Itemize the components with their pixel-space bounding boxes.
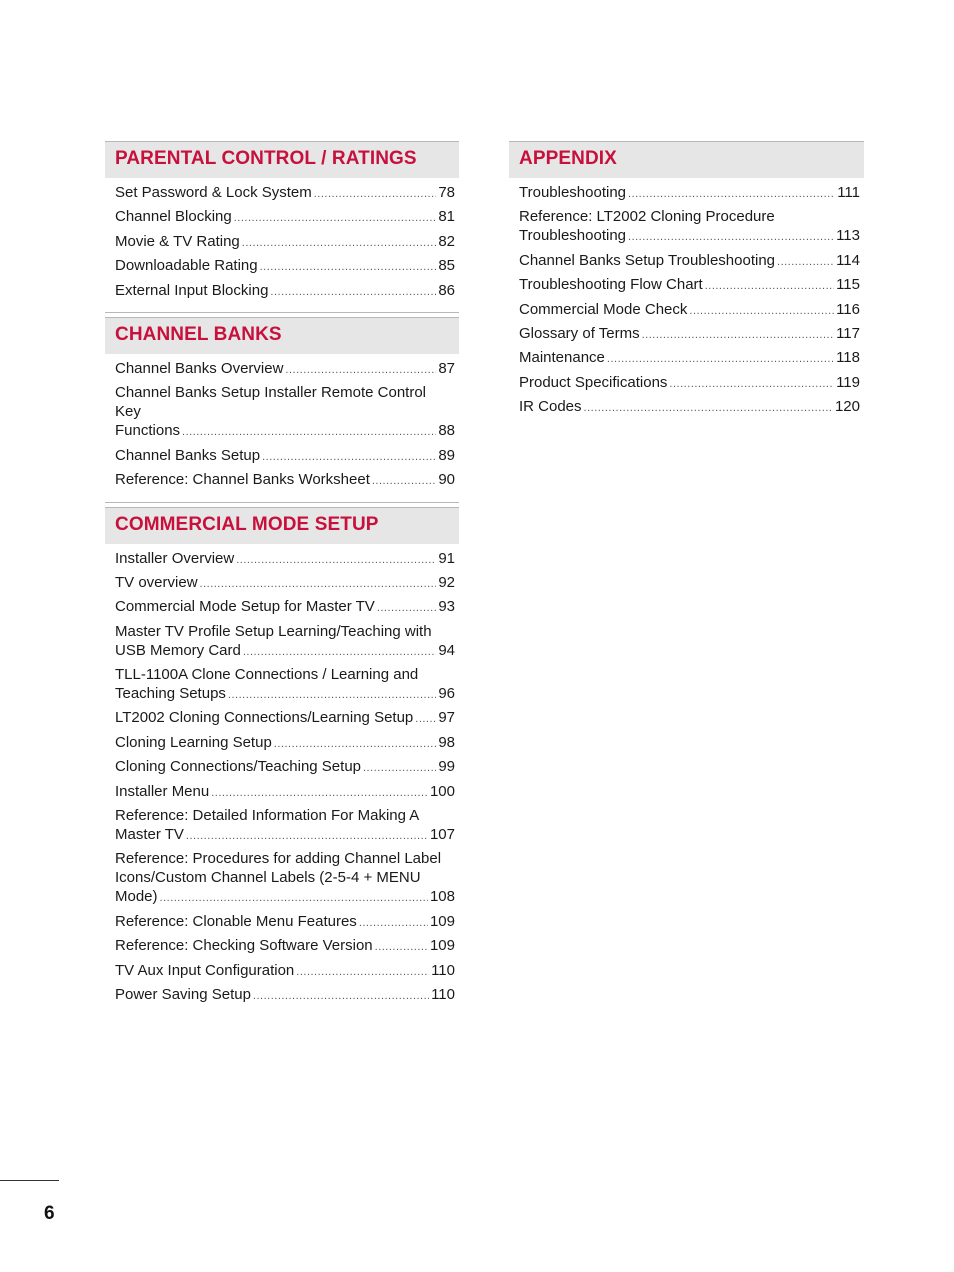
entry-title: Maintenance — [519, 349, 605, 367]
entry-title-line: Reference: Procedures for adding Channel Label — [115, 850, 442, 868]
toc-entry[interactable] — [519, 183, 860, 204]
entry-title-line: Channel Banks Setup Installer Remote Control Key — [115, 384, 427, 421]
dot-leader — [642, 326, 834, 345]
entry-list — [509, 178, 864, 429]
entry-list — [105, 544, 459, 1017]
footer-rule — [0, 1180, 59, 1181]
toc-entry[interactable] — [519, 348, 860, 369]
entry-title: TV overview — [115, 573, 198, 591]
toc-section — [509, 141, 864, 429]
entry-page-number: 119 — [836, 373, 860, 391]
toc-entry[interactable] — [519, 300, 860, 321]
entry-title: Channel Banks Overview — [115, 359, 284, 377]
entry-line — [519, 397, 860, 418]
entry-page-number: 81 — [438, 208, 455, 226]
entry-page-number: 110 — [431, 961, 455, 979]
dot-leader — [689, 302, 834, 321]
entry-title: Product Specifications — [519, 373, 668, 391]
dot-leader — [314, 185, 437, 204]
entry-page-number: 113 — [836, 227, 860, 245]
entry-title: USB Memory Card — [115, 641, 241, 659]
entry-line — [115, 549, 455, 570]
entry-line — [115, 961, 455, 982]
entry-title-line: Icons/Custom Channel Labels (2-5-4 + MENU — [115, 869, 421, 887]
toc-entry[interactable] — [115, 782, 455, 803]
entry-title: Cloning Learning Setup — [115, 733, 272, 751]
dot-leader — [211, 784, 428, 803]
entry-title: Teaching Setups — [115, 685, 226, 703]
entry-title-line: Reference: Detailed Information For Making A — [115, 807, 420, 825]
entry-title: Reference: Clonable Menu Features — [115, 912, 357, 930]
toc-entry[interactable] — [115, 733, 455, 754]
entry-line — [115, 446, 455, 467]
entry-page-number: 111 — [837, 184, 860, 201]
entry-page-number: 93 — [438, 598, 455, 616]
entry-line — [115, 936, 455, 957]
dot-leader — [296, 963, 429, 982]
dot-leader — [628, 185, 835, 204]
toc-entry[interactable] — [115, 665, 455, 705]
entry-line — [115, 359, 455, 380]
toc-entry[interactable] — [115, 849, 455, 908]
entry-title: Commercial Mode Check — [519, 300, 688, 318]
entry-line — [115, 887, 455, 908]
entry-line — [519, 183, 860, 204]
toc-entry[interactable] — [115, 708, 455, 729]
entry-title: Master TV — [115, 826, 184, 844]
toc-entry[interactable] — [115, 936, 455, 957]
entry-page-number: 118 — [836, 349, 860, 367]
dot-leader — [375, 938, 428, 957]
entry-page-number: 115 — [836, 276, 860, 294]
toc-entry[interactable] — [115, 912, 455, 933]
entry-title: TV Aux Input Configuration — [115, 961, 295, 979]
entry-line — [115, 597, 455, 618]
dot-leader — [253, 987, 429, 1006]
dot-leader — [228, 686, 436, 705]
entry-line — [519, 275, 860, 296]
toc-section — [105, 141, 459, 313]
toc-entry[interactable] — [115, 359, 455, 380]
entry-line — [519, 348, 860, 369]
toc-entry[interactable] — [519, 373, 860, 394]
entry-page-number: 97 — [438, 709, 455, 727]
section-heading: PARENTAL CONTROL / RATINGS — [105, 141, 459, 178]
toc-entry[interactable] — [115, 256, 455, 277]
toc-entry[interactable] — [115, 985, 455, 1006]
dot-leader — [669, 375, 834, 394]
dot-leader — [584, 399, 833, 418]
toc-entry[interactable] — [519, 207, 860, 247]
dot-leader — [243, 643, 436, 662]
section-heading: APPENDIX — [509, 141, 864, 178]
toc-section — [105, 317, 459, 503]
entry-page-number: 86 — [438, 281, 455, 299]
toc-entry[interactable] — [519, 324, 860, 345]
dot-leader — [270, 283, 436, 302]
entry-page-number: 107 — [429, 826, 455, 844]
toc-entry[interactable] — [115, 757, 455, 778]
entry-title: Cloning Connections/Teaching Setup — [115, 758, 361, 776]
toc-entry[interactable] — [115, 281, 455, 302]
entry-page-number: 85 — [438, 257, 455, 275]
entry-line — [115, 470, 455, 491]
dot-leader — [160, 889, 428, 908]
dot-leader — [285, 361, 436, 380]
entry-title: Installer Overview — [115, 549, 235, 567]
toc-entry[interactable] — [115, 207, 455, 228]
dot-leader — [234, 209, 437, 228]
entry-line — [115, 207, 455, 228]
entry-title: Channel Banks Setup — [115, 446, 261, 464]
entry-title: Movie & TV Rating — [115, 232, 240, 250]
entry-page-number: 108 — [429, 888, 455, 906]
entry-list — [105, 178, 459, 313]
entry-line — [115, 733, 455, 754]
entry-title: Downloadable Rating — [115, 257, 258, 275]
entry-line — [115, 912, 455, 933]
dot-leader — [200, 575, 437, 594]
entry-line — [115, 782, 455, 803]
dot-leader — [705, 277, 834, 296]
dot-leader — [607, 350, 834, 369]
entry-page-number: 96 — [438, 685, 455, 703]
entry-line — [115, 232, 455, 253]
entry-title: Channel Banks Setup Troubleshooting — [519, 251, 776, 269]
entry-page-number: 98 — [438, 733, 455, 751]
toc-entry[interactable] — [115, 383, 455, 442]
dot-leader — [377, 599, 437, 618]
entry-title: Set Password & Lock System — [115, 184, 312, 201]
entry-page-number: 109 — [429, 937, 455, 955]
toc-column-left — [105, 141, 459, 1020]
entry-page-number: 120 — [834, 398, 860, 416]
dot-leader — [262, 448, 436, 467]
entry-page-number: 82 — [438, 232, 455, 250]
entry-page-number: 117 — [836, 324, 860, 342]
toc-entry[interactable] — [115, 573, 455, 594]
toc-column-right — [509, 141, 864, 433]
entry-title: Troubleshooting Flow Chart — [519, 276, 703, 294]
entry-line — [115, 641, 455, 662]
entry-line — [115, 421, 455, 442]
entry-title: Troubleshooting — [519, 227, 627, 245]
entry-page-number: 109 — [429, 912, 455, 930]
dot-leader — [182, 423, 436, 442]
entry-title: IR Codes — [519, 398, 582, 416]
entry-page-number: 100 — [429, 782, 455, 800]
dot-leader — [274, 735, 437, 754]
dot-leader — [236, 551, 436, 570]
entry-title-line: Reference: LT2002 Cloning Procedure — [519, 208, 775, 226]
entry-title: Installer Menu — [115, 782, 210, 800]
entry-title: Reference: Checking Software Version — [115, 937, 373, 955]
toc-entry[interactable] — [519, 251, 860, 272]
entry-title: Channel Blocking — [115, 208, 232, 226]
entry-line — [519, 226, 860, 247]
entry-title: Commercial Mode Setup for Master TV — [115, 598, 375, 616]
entry-title-line: Master TV Profile Setup Learning/Teaching with — [115, 622, 432, 640]
section-heading: COMMERCIAL MODE SETUP — [105, 507, 459, 544]
entry-page-number: 110 — [431, 985, 455, 1003]
entry-page-number: 89 — [438, 446, 455, 464]
dot-leader — [186, 827, 428, 846]
entry-title: Mode) — [115, 888, 158, 906]
entry-line — [115, 708, 455, 729]
entry-line — [115, 757, 455, 778]
entry-line — [115, 256, 455, 277]
dot-leader — [363, 759, 436, 778]
entry-page-number: 114 — [836, 251, 860, 269]
entry-title: External Input Blocking — [115, 281, 269, 299]
entry-title: LT2002 Cloning Connections/Learning Setup — [115, 709, 414, 727]
section-heading: CHANNEL BANKS — [105, 317, 459, 354]
entry-line — [115, 684, 455, 705]
entry-line — [115, 985, 455, 1006]
toc-entry[interactable] — [519, 397, 860, 418]
entry-title: Reference: Channel Banks Worksheet — [115, 471, 370, 489]
dot-leader — [359, 914, 428, 933]
dot-leader — [242, 234, 437, 253]
entry-title-line: TLL-1100A Clone Connections / Learning and — [115, 666, 419, 684]
dot-leader — [415, 710, 436, 729]
toc-entry[interactable] — [115, 183, 455, 204]
entry-list — [105, 354, 459, 503]
toc-entry[interactable] — [115, 232, 455, 253]
entry-title: Troubleshooting — [519, 184, 627, 201]
entry-line — [115, 825, 455, 846]
dot-leader — [260, 258, 437, 277]
dot-leader — [628, 228, 834, 247]
entry-page-number: 116 — [836, 300, 860, 318]
entry-line — [519, 373, 860, 394]
toc-entry[interactable] — [115, 961, 455, 982]
dot-leader — [372, 472, 436, 491]
entry-page-number: 99 — [438, 758, 455, 776]
toc-entry[interactable] — [115, 470, 455, 491]
entry-line — [115, 573, 455, 594]
toc-entry[interactable] — [115, 549, 455, 570]
entry-page-number: 87 — [438, 359, 455, 377]
toc-entry[interactable] — [115, 806, 455, 846]
page-number: 6 — [44, 1203, 55, 1224]
entry-page-number: 92 — [438, 573, 455, 591]
entry-line — [115, 281, 455, 302]
entry-page-number: 88 — [438, 422, 455, 440]
entry-title: Glossary of Terms — [519, 324, 640, 342]
entry-title: Power Saving Setup — [115, 985, 251, 1003]
entry-title: Functions — [115, 422, 181, 440]
toc-entry[interactable] — [519, 275, 860, 296]
toc-section — [105, 507, 459, 1017]
entry-line — [519, 251, 860, 272]
entry-page-number: 91 — [438, 549, 455, 567]
dot-leader — [777, 253, 834, 272]
toc-entry[interactable] — [115, 597, 455, 618]
entry-page-number: 78 — [438, 184, 455, 201]
entry-line — [115, 183, 455, 204]
entry-page-number: 90 — [438, 471, 455, 489]
toc-entry[interactable] — [115, 622, 455, 662]
entry-line — [519, 300, 860, 321]
toc-entry[interactable] — [115, 446, 455, 467]
entry-line — [519, 324, 860, 345]
entry-page-number: 94 — [438, 641, 455, 659]
